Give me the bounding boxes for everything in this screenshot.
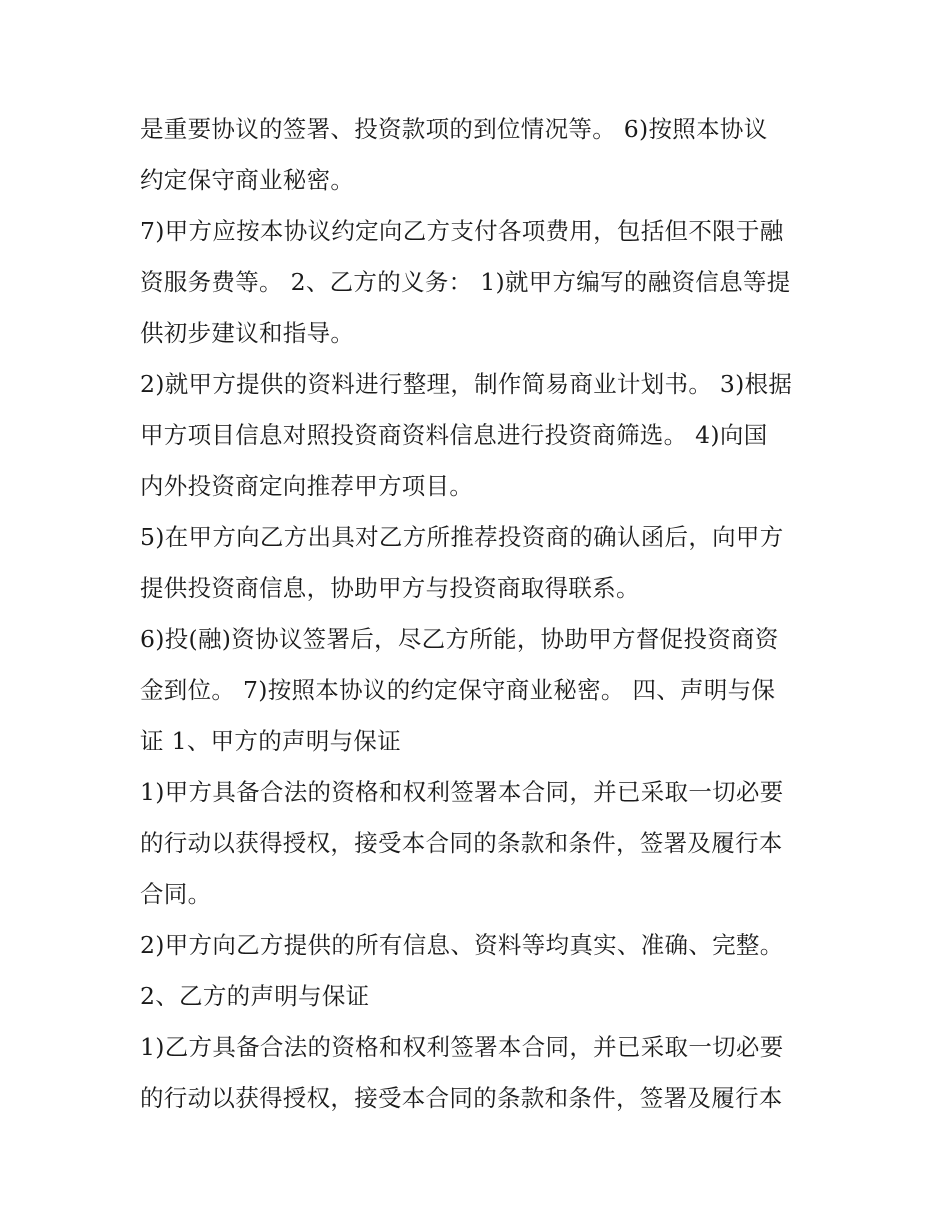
text-line: 提供投资商信息，协助甲方与投资商取得联系。 bbox=[140, 574, 640, 602]
text-line: 合同。 bbox=[140, 880, 212, 908]
text-line: 供初步建议和指导。 bbox=[140, 319, 355, 347]
text-line: 5)在甲方向乙方出具对乙方所推荐投资商的确认函后，向甲方 bbox=[140, 523, 784, 551]
text-line: 1)乙方具备合法的资格和权利签署本合同，并已采取一切必要 bbox=[140, 1033, 784, 1061]
text-line: 约定保守商业秘密。 bbox=[140, 166, 355, 194]
text-line: 金到位。 7)按照本协议的约定保守商业秘密。 四、声明与保 bbox=[140, 676, 776, 704]
text-line: 内外投资商定向推荐甲方项目。 bbox=[140, 472, 474, 500]
text-line: 证 1、甲方的声明与保证 bbox=[140, 727, 402, 755]
text-line: 2)就甲方提供的资料进行整理，制作简易商业计划书。 3)根据 bbox=[140, 370, 793, 398]
document-body bbox=[140, 104, 830, 1124]
text-line: 6)投(融)资协议签署后，尽乙方所能，协助甲方督促投资商资 bbox=[140, 625, 779, 653]
text-line: 1)甲方具备合法的资格和权利签署本合同，并已采取一切必要 bbox=[140, 778, 784, 806]
text-line: 资服务费等。 2、乙方的义务： 1)就甲方编写的融资信息等提 bbox=[140, 268, 791, 296]
text-line: 的行动以获得授权，接受本合同的条款和条件，签署及履行本 bbox=[140, 1084, 783, 1112]
text-line: 甲方项目信息对照投资商资料信息进行投资商筛选。 4)向国 bbox=[140, 421, 768, 449]
text-line: 2)甲方向乙方提供的所有信息、资料等均真实、准确、完整。 bbox=[140, 931, 784, 959]
text-line: 7)甲方应按本协议约定向乙方支付各项费用，包括但不限于融 bbox=[140, 217, 784, 245]
text-line: 是重要协议的签署、投资款项的到位情况等。 6)按照本协议 bbox=[140, 115, 768, 143]
text-line: 的行动以获得授权，接受本合同的条款和条件，签署及履行本 bbox=[140, 829, 783, 857]
text-line: 2、乙方的声明与保证 bbox=[140, 982, 370, 1010]
